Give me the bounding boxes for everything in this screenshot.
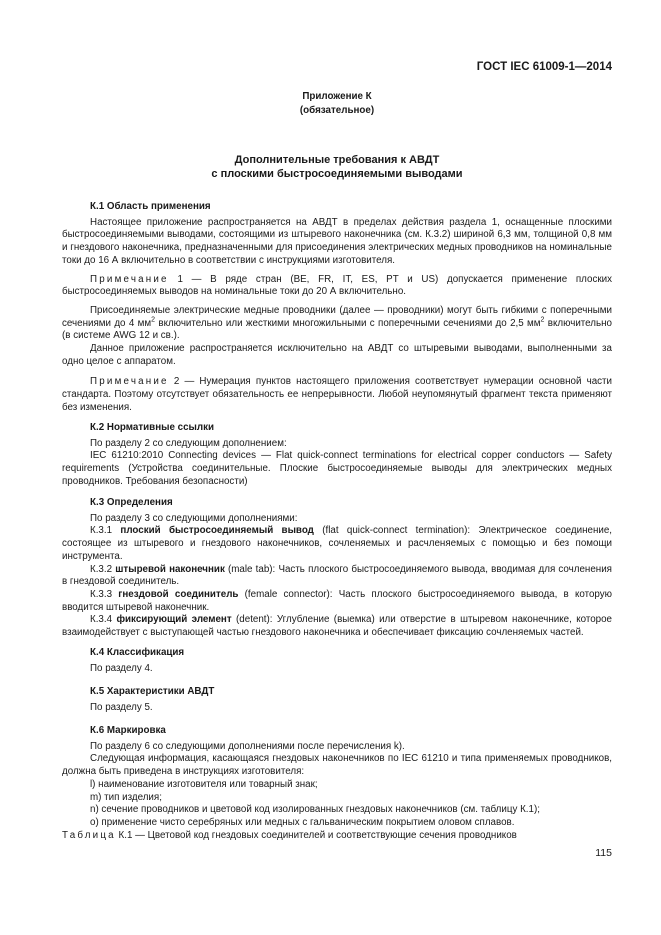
list-item: n) сечение проводников и цветовой код изолированных гнездовых наконечников (см. таблицу К.1); [90,804,540,816]
document-header: ГОСТ IEC 61009-1—2014 [476,61,612,73]
section-heading: К.3 Определения [90,497,173,508]
paragraph: Настоящее приложение распространяется на АВДТ в пределах действия раздела 1, оснащенные плоскими быстросоединяемыми выводами, состоящими из штыревого наконечника (см. К.3.2) шириной 6,3 мм, толщиной 0,8 мм и гнездового наконечника, предназначенными для присоединения электрических медных проводников на номинальные токи до 16 А включительно в соответствии с инструкциями изготовителя. [62,216,612,266]
paragraph: Следующая информация, касающаяся гнездовых наконечников по IEC 61210 и типа применяемых проводников, должна быть приведена в инструкциях изготовителя: [62,753,612,778]
annex-title: Приложение К [302,91,372,102]
page-number: 115 [595,847,612,859]
section-heading: К.4 Классификация [90,647,185,658]
section-k3 [62,497,612,640]
section-k2 [62,422,612,489]
paragraph: По разделу 6 со следующими дополнениями после перечисления k). [90,740,405,752]
section-heading: К.1 Область применения [90,201,211,212]
section-heading: К.5 Характеристики АВДТ [90,686,215,697]
section-heading: К.6 Маркировка [90,725,166,736]
section-k5 [62,686,612,714]
section-k6 [62,725,612,842]
definition: К.3.3 гнездовой соединитель (female connector): Часть плоского быстросоединяемого вывода, в которую вводится штыревой наконечник. [62,588,612,613]
section-k4 [62,647,612,675]
list-item: m) тип изделия; [90,791,162,803]
definition: К.3.2 штыревой наконечник (male tab): Часть плоского быстросоединяемого вывода, вводимая для сочленения в гнездовой соединитель. [62,563,612,588]
paragraph: Данное приложение распространяется исключительно на АВДТ со штыревыми выводами, выполненными за одно целое с аппаратом. [62,343,612,367]
paragraph: По разделу 2 со следующим дополнением: [90,437,287,449]
note-2: Примечание 2 — Нумерация пунктов настоящего приложения соответствует нумерации основной части стандарта. Поэтому отсутствует обязательность ее непрерывности. Любой неупомянутый фрагмент текста применяют без изменения. [62,376,612,413]
paragraph: По разделу 4. [90,662,153,674]
page-title-line-2: с плоскими быстросоединяемыми выводами [211,168,463,180]
paragraph: По разделу 3 со следующими дополнениями: [90,512,298,524]
table-caption: Таблица К.1 — Цветовой код гнездовых соединителей и соответствующие сечения проводников [62,829,517,841]
definition: К.3.1 плоский быстросоединяемый вывод (flat quick-connect termination): Электрическое соединение, состоящее из штыревого и гнездового наконечников, сочленяемых и расчленяемых с помощью и без помощи инструмента. [62,525,612,562]
page-title-line-1: Дополнительные требования к АВДТ [234,154,440,166]
list-item: o) применение чисто серебряных или медных с гальваническим покрытием оловом сплавов. [90,816,515,828]
definition: К.3.4 фиксирующий элемент (detent): Углубление (выемка) или отверстие в штыревом наконечнике, которое взаимодействует с выступающей частью гнездового наконечника и обеспечивает фиксацию сочленяемых частей. [62,614,612,639]
paragraph: По разделу 5. [90,701,153,713]
list-item: l) наименование изготовителя или товарный знак; [90,778,318,790]
paragraph: IEC 61210:2010 Connecting devices — Flat quick-connect terminations for electrical copper conductors — Safety requirements (Устройства соединительные. Плоские быстросоединяемые выводы для электрических медных проводников. Требования безопасности) [62,450,612,487]
note-1: Примечание 1 — В ряде стран (BE, FR, IT, ES, PT и US) допускается применение плоских быстросоединяемых выводов на номинальные токи до 20 А включительно. [62,273,612,298]
paragraph: Присоединяемые электрические медные проводники (далее — проводники) могут быть гибкими с поперечными сечениями до 4 $мм^2$ включительно или жесткими многожильными с поперечными сечениями до 2,5 $мм^2$ включительно (в системе AWG 12 и св.). [62,304,612,342]
section-heading: К.2 Нормативные ссылки [90,422,215,433]
annex-status: (обязательное) [299,105,375,116]
section-k1 [62,201,612,415]
